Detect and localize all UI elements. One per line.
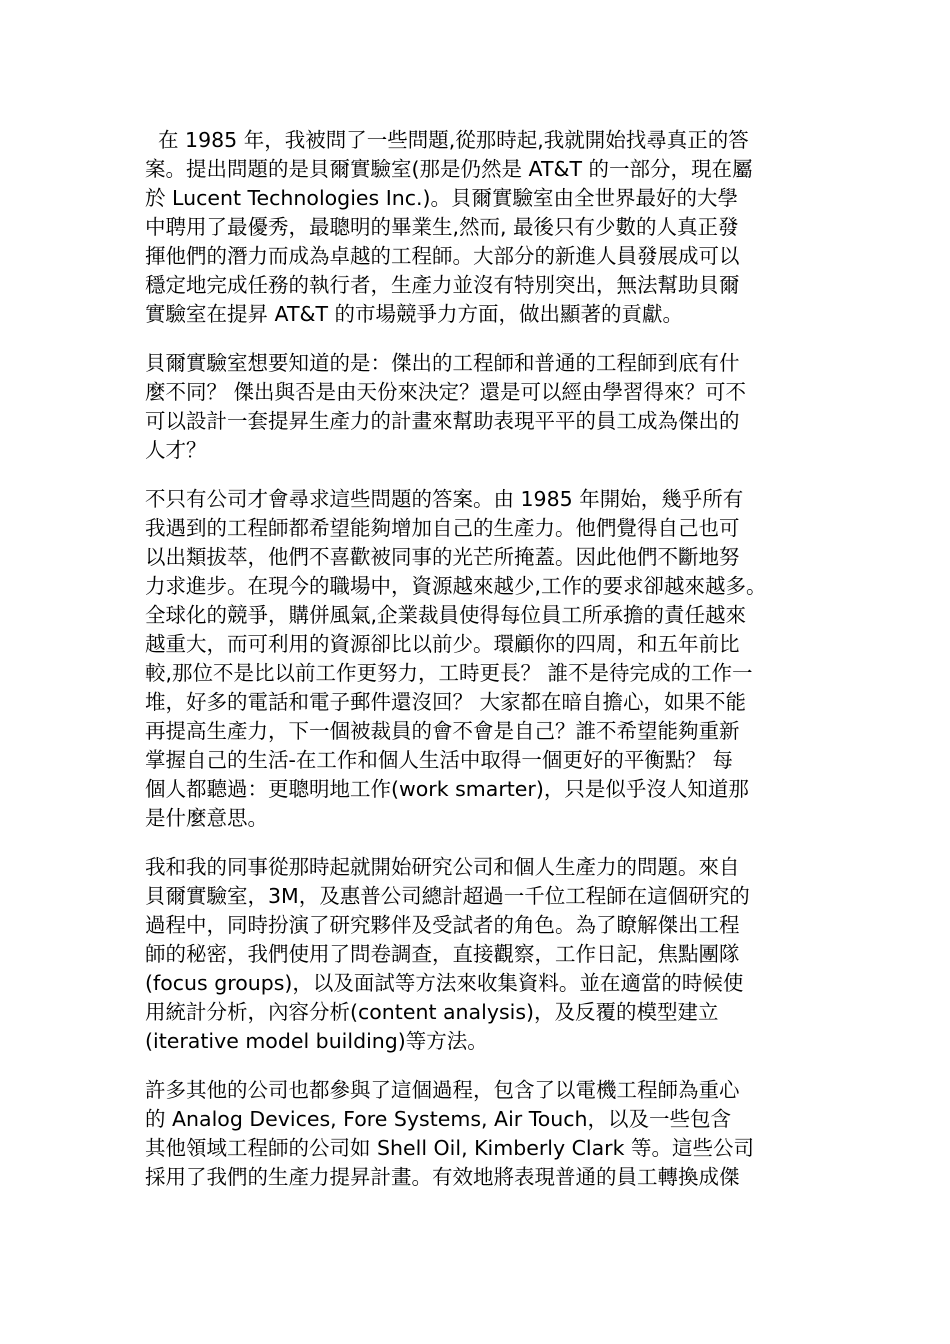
paragraph-5 [145, 1076, 811, 1192]
text-line: 我和我的同事從那時起就開始研究公司和個人生產力的問題。來自 [145, 855, 740, 879]
text-line: 麼不同？ 傑出與否是由天份來決定？還是可以經由學習得來？可不 [145, 380, 747, 404]
text-line: 在 1985 年，我被問了一些問題,從那時起,我就開始找尋真正的答 [145, 128, 749, 152]
text-line: 堆，好多的電話和電子郵件還沒回？ 大家都在暗自擔心，如果不能 [145, 690, 747, 714]
text-line: 採用了我們的生產力提昇計畫。有效地將表現普通的員工轉換成傑 [145, 1165, 740, 1189]
text-line: 貝爾實驗室想要知道的是：傑出的工程師和普通的工程師到底有什 [145, 351, 740, 375]
text-line: 越重大，而可利用的資源卻比以前少。環顧你的四周，和五年前比 [145, 632, 740, 656]
text-line: 案。提出問題的是貝爾實驗室(那是仍然是 AT&T 的一部分，現在屬 [145, 157, 753, 181]
paragraph-4 [145, 853, 811, 1056]
text-line: 貝爾實驗室，3M，及惠普公司總計超過一千位工程師在這個研究的 [145, 884, 750, 908]
text-line: 再提高生產力，下一個被裁員的會不會是自己？誰不希望能夠重新 [145, 719, 740, 743]
text-line: (focus groups)，以及面試等方法來收集資料。並在適當的時候使 [145, 971, 744, 995]
text-line: 以出類拔萃，他們不喜歡被同事的光芒所掩蓋。因此他們不斷地努 [145, 545, 740, 569]
text-line: 的 Analog Devices, Fore Systems, Air Touch，以及一些包含 [145, 1107, 732, 1131]
text-line: 較,那位不是比以前工作更努力，工時更長？ 誰不是待完成的工作一 [145, 661, 753, 685]
text-line: 中聘用了最優秀，最聰明的畢業生,然而, 最後只有少數的人真正發 [145, 215, 739, 239]
text-line: 於 Lucent Technologies Inc.)。貝爾實驗室由全世界最好的大學 [145, 186, 739, 210]
text-line: 個人都聽過：更聰明地工作(work smarter)，只是似乎沒人知道那 [145, 777, 749, 801]
text-line: 全球化的競爭，購併風氣,企業裁員使得每位員工所承擔的責任越來 [145, 603, 747, 627]
paragraph-1 [145, 126, 811, 329]
text-line: 許多其他的公司也都參與了這個過程，包含了以電機工程師為重心 [145, 1078, 740, 1102]
text-line: 力求進步。在現今的職場中，資源越來越少,工作的要求卻越來越多。 [145, 574, 767, 598]
text-line: 人才？ [145, 438, 207, 462]
text-line: 用統計分析，內容分析(content analysis)，及反覆的模型建立 [145, 1000, 719, 1024]
text-line: 穩定地完成任務的執行者，生產力並沒有特別突出，無法幫助貝爾 [145, 273, 740, 297]
text-line: 掌握自己的生活-在工作和個人生活中取得一個更好的平衡點？ 每 [145, 748, 733, 772]
text-line: 其他領域工程師的公司如 Shell Oil, Kimberly Clark 等。這些公司 [145, 1136, 754, 1160]
paragraph-2 [145, 349, 811, 465]
text-line: 師的秘密，我們使用了問卷調查，直接觀察，工作日記，焦點團隊 [145, 942, 740, 966]
paragraph-3 [145, 485, 811, 833]
text-line: 不只有公司才會尋求這些問題的答案。由 1985 年開始，幾乎所有 [145, 487, 744, 511]
text-line: 我遇到的工程師都希望能夠增加自己的生產力。他們覺得自己也可 [145, 516, 740, 540]
text-line: 是什麼意思。 [145, 806, 268, 830]
text-line: (iterative model building)等方法。 [145, 1029, 488, 1053]
text-line: 可以設計一套提昇生產力的計畫來幫助表現平平的員工成為傑出的 [145, 409, 740, 433]
text-line: 實驗室在提昇 AT&T 的市場競爭力方面，做出顯著的貢獻。 [145, 302, 683, 326]
text-line: 揮他們的潛力而成為卓越的工程師。大部分的新進人員發展成可以 [145, 244, 740, 268]
text-line: 過程中，同時扮演了研究夥伴及受試者的角色。為了瞭解傑出工程 [145, 913, 740, 937]
document-body [145, 126, 811, 1212]
